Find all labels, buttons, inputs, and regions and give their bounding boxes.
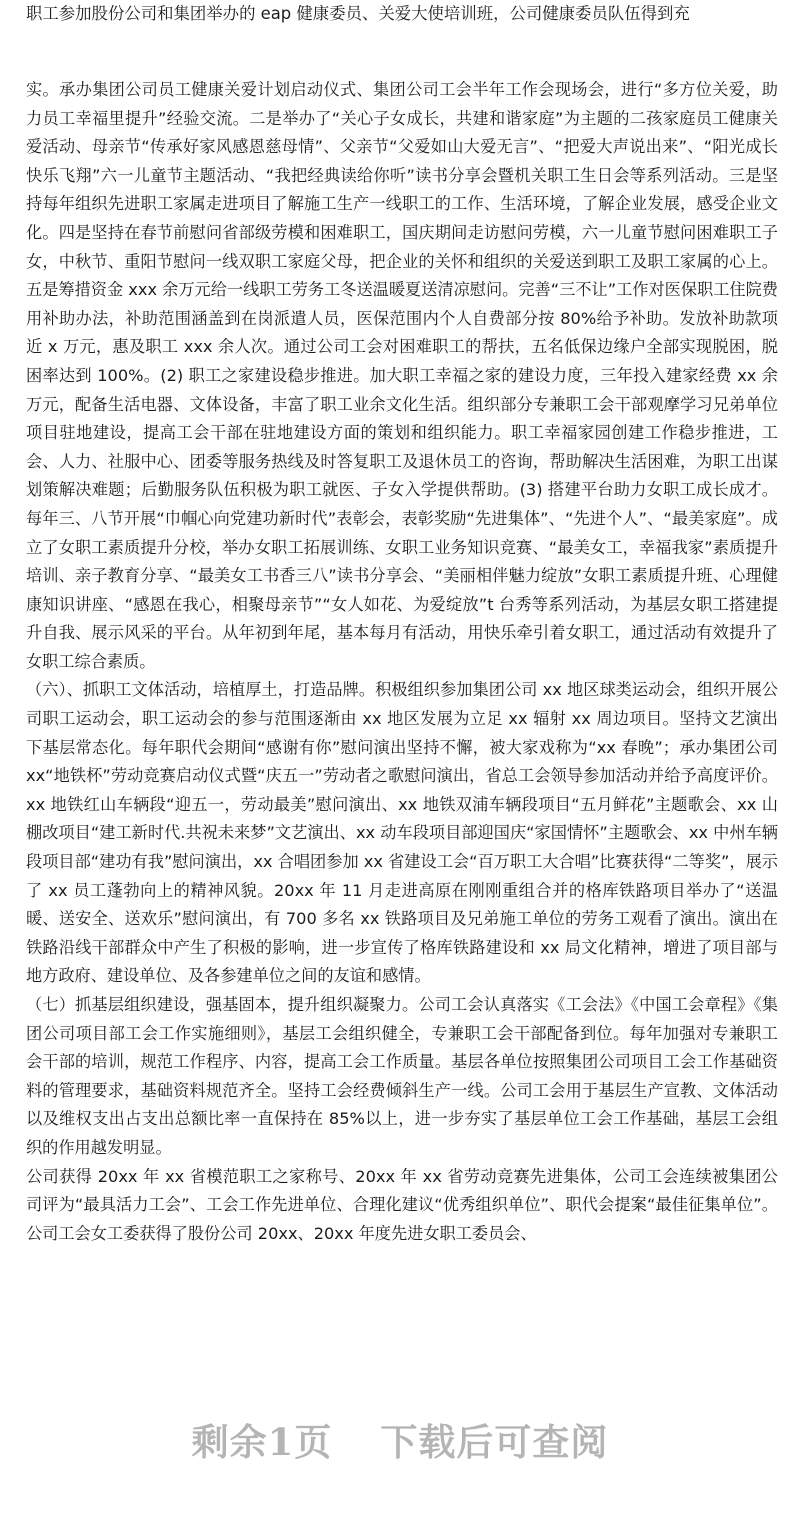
paragraph-honors: 公司获得 20xx 年 xx 省模范职工之家称号、20xx 年 xx 省劳动竞赛先进集体，公司工会连续被集团公司评为“最具活力工会”、工会工作先进单位、合理化建议“优秀组织单位”、职代会提案“最佳征集单位”。公司工会女工委获得了股份公司 20xx、20xx 年度先进女职工委员会、: [26, 1166, 778, 1243]
document-body: [26, 76, 778, 1248]
document-top-line: 职工参加股份公司和集团举办的 eap 健康委员、关爱大使培训班，公司健康委员队伍得到充: [26, 4, 690, 23]
remaining-pages-label: 剩余1页: [191, 1420, 333, 1464]
paragraph-grassroots-organization: （七）抓基层组织建设，强基固本，提升组织凝聚力。公司工会认真落实《工会法》《中国工会章程》《集团公司项目部工会工作实施细则》，基层工会组织健全，专兼职工会干部配备到位。每年加强对专兼职工会干部的培训，规范工作程序、内容，提高工会工作质量。基层各单位按照集团公司项目工会工作基础资料的管理要求，基础资料规范齐全。坚持工会经费倾斜生产一线。公司工会用于基层生产宣教、文体活动以及维权支出占支出总额比率一直保持在 85%以上，进一步夯实了基层单位工会工作基础，基层工会组织的作用越发明显。: [26, 995, 778, 1157]
paragraph-culture-sports: （六）、抓职工文体活动，培植厚土，打造品牌。积极组织参加集团公司 xx 地区球类运动会，组织开展公司职工运动会，职工运动会的参与范围逐渐由 xx 地区发展为立足 xx 辐射 xx 周边项目。坚持文艺演出下基层常态化。每年职代会期间“感谢有你”慰问演出坚持不懈，被大家戏称为“xx 春晚”；承办集团公司 xx“地铁杯”劳动竞赛启动仪式暨“庆五一”劳动者之歌慰问演出，省总工会领导参加活动并给予高度评价。xx 地铁红山车辆段“迎五一，劳动最美”慰问演出、xx 地铁双浦车辆段项目“五月鲜花”主题歌会、xx 山棚改项目“建工新时代.共祝未来梦”文艺演出、xx 动车段项目部迎国庆“家国情怀”主题歌会、xx 中州车辆段项目部“建功有我”慰问演出，xx 合唱团参加 xx 省建设工会“百万职工大合唱”比赛获得“二等奖”，展示了 xx 员工蓬勃向上的精神风貌。20xx 年 11 月走进高原在刚刚重组合并的格库铁路项目举办了“送温暖、送安全、送欢乐”慰问演出，有 700 多名 xx 铁路项目及兄弟施工单位的劳务工观看了演出。演出在铁路沿线干部群众中产生了积极的影响，进一步宣传了格库铁路建设和 xx 局文化精神，增进了项目部与地方政府、建设单位、及各参建单位之间的友谊和感情。: [26, 680, 778, 986]
download-to-view-label: 下载后可查阅: [380, 1420, 609, 1464]
download-to-read-banner[interactable]: [0, 1411, 800, 1467]
paragraph-care-activities: 实。承办集团公司员工健康关爱计划启动仪式、集团公司工会半年工作会现场会，进行“多方位关爱，助力员工幸福里提升”经验交流。二是举办了“关心子女成长，共建和谐家庭”为主题的二孩家庭员工健康关爱活动、母亲节“传承好家风感恩慈母情”、父亲节“父爱如山大爱无言”、“把爱大声说出来”、“阳光成长快乐飞翔”六一儿童节主题活动、“我把经典读给你听”读书分享会暨机关职工生日会等系列活动。三是坚持每年组织先进职工家属走进项目了解施工生产一线职工的工作、生活环境，了解企业发展，感受企业文化。四是坚持在春节前慰问省部级劳模和困难职工，国庆期间走访慰问劳模，六一儿童节慰问困难职工子女，中秋节、重阳节慰问一线双职工家庭父母，把企业的关怀和组织的关爱送到职工及职工家属的心上。五是筹措资金 xxx 余万元给一线职工劳务工冬送温暖夏送清凉慰问。完善“三不让”工作对医保职工住院费用补助办法，补助范围涵盖到在岗派遣人员，医保范围内个人自费部分按 80%给予补助。发放补助款项近 x 万元，惠及职工 xxx 余人次。通过公司工会对困难职工的帮扶，五名低保边缘户全部实现脱困，脱困率达到 100%。(2) 职工之家建设稳步推进。加大职工幸福之家的建设力度，三年投入建家经费 xx 余万元，配备生活电器、文体设备，丰富了职工业余文化生活。组织部分专兼职工会干部观摩学习兄弟单位项目驻地建设，提高工会干部在驻地建设方面的策划和组织能力。职工幸福家园创建工作稳步推进，工会、人力、社服中心、团委等服务热线及时答复职工及退休员工的咨询，帮助解决生活困难，为职工出谋划策解决难题；后勤服务队伍积极为职工就医、子女入学提供帮助。(3) 搭建平台助力女职工成长成才。每年三、八节开展“巾帼心向党建功新时代”表彰会，表彰奖励“先进集体”、“先进个人”、“最美家庭”。成立了女职工素质提升分校，举办女职工拓展训练、女职工业务知识竞赛、“最美女工，幸福我家”素质提升培训、亲子教育分享、“最美女工书香三八”读书分享会、“美丽相伴魅力绽放”女职工素质提升班、心理健康知识讲座、“感恩在我心，相聚母亲节”“女人如花、为爱绽放”t 台秀等系列活动，为基层女职工搭建提升自我、展示风采的平台。从年初到年尾，基本每月有活动，用快乐牵引着女职工，通过活动有效提升了女职工综合素质。: [26, 80, 778, 671]
